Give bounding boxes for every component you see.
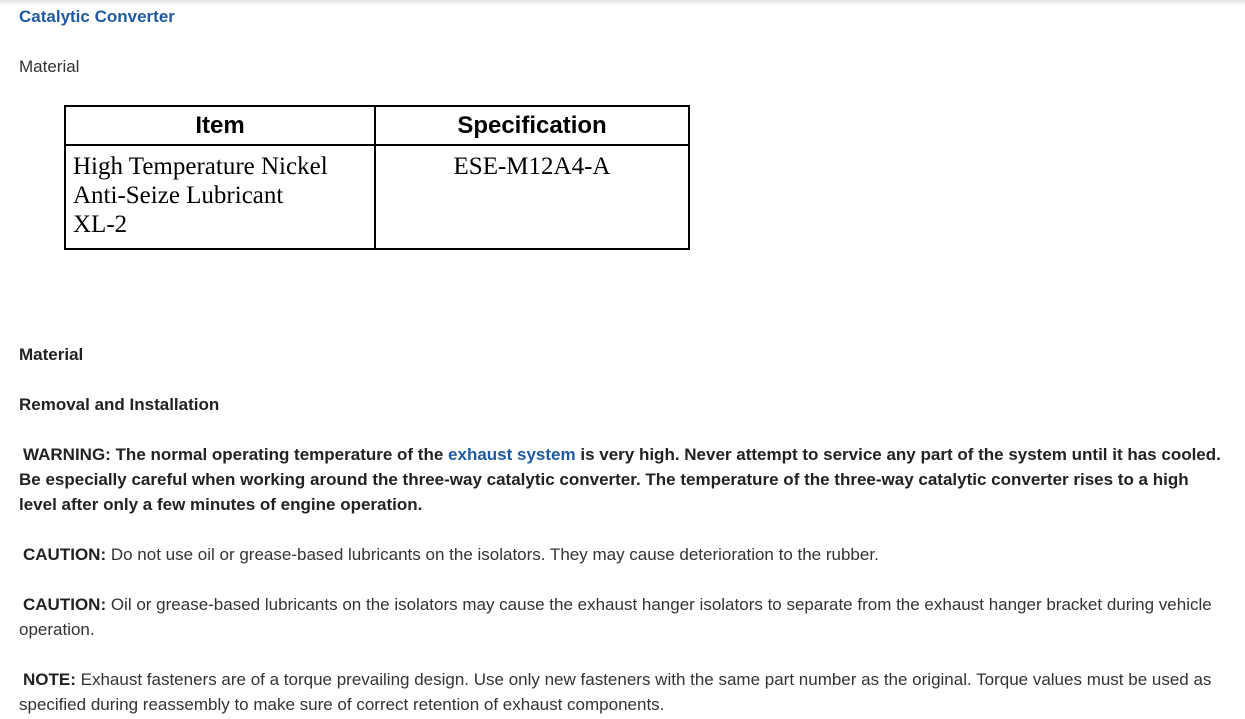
removal-installation-heading: Removal and Installation xyxy=(19,395,220,414)
item-cell xyxy=(65,145,375,249)
caution-label: CAUTION: xyxy=(23,595,107,614)
note-paragraph xyxy=(19,667,1231,717)
caution-paragraph-1 xyxy=(19,542,1231,567)
column-header-specification: Specification xyxy=(375,106,689,145)
specification-cell: ESE-M12A4-A xyxy=(375,145,689,249)
item-line: XL-2 xyxy=(73,211,128,238)
top-shadow xyxy=(0,0,1245,6)
exhaust-system-link[interactable]: exhaust system xyxy=(448,445,576,464)
caution-text: Oil or grease-based lubricants on the isolators may cause the exhaust hanger isolators to separate from the exhaust hanger bracket during vehicle operation. xyxy=(19,595,1212,639)
caution-text: Do not use oil or grease-based lubricants on the isolators. They may cause deterioration to the rubber. xyxy=(106,545,879,564)
warning-paragraph xyxy=(19,442,1231,517)
caution-paragraph-2 xyxy=(19,592,1231,642)
note-label: NOTE: xyxy=(23,670,76,689)
spec-table xyxy=(64,105,690,250)
note-text: Exhaust fasteners are of a torque prevailing design. Use only new fasteners with the same part number as the original. Torque values must be used as specified during reassembly to make sure of correct retention of exhaust components. xyxy=(19,670,1212,714)
table-header-row xyxy=(65,106,689,145)
column-header-item: Item xyxy=(65,106,375,145)
material-heading-2: Material xyxy=(19,345,84,364)
item-line: Anti-Seize Lubricant xyxy=(73,182,284,209)
caution-label: CAUTION: xyxy=(23,545,107,564)
warning-text-end: is very high. Never attempt to service any part of the system until it has cooled. Be especially careful when working around the three-way catalytic converter. The temperature of the three-way catalytic converter rises to a high level after only a few minutes of engine operation. xyxy=(19,445,1221,514)
item-line: High Temperature Nickel xyxy=(73,153,328,180)
page-title: Catalytic Converter xyxy=(19,7,175,26)
warning-text-start: WARNING: The normal operating temperature of the xyxy=(23,445,449,464)
table-row xyxy=(65,145,689,249)
material-heading: Material xyxy=(19,57,80,76)
